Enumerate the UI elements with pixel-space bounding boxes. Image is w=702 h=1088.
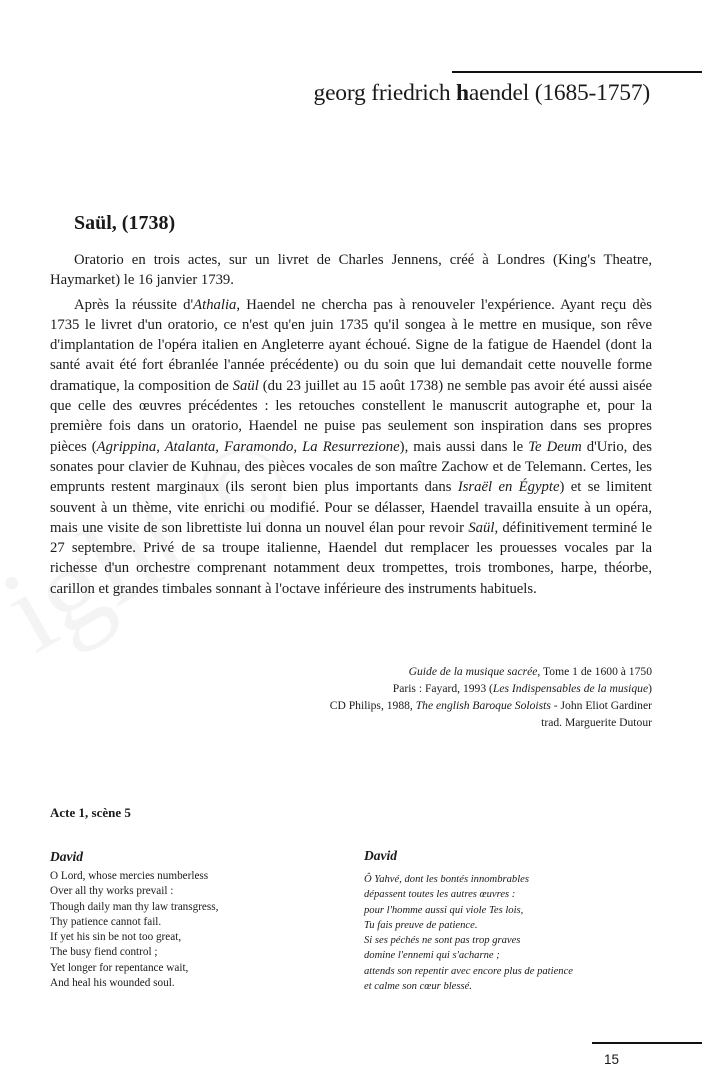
lyric-line: Ô Yahvé, dont les bontés innombrables xyxy=(364,874,529,885)
credit-line-publisher xyxy=(330,680,652,697)
text-span: ), mais aussi dans le xyxy=(399,438,529,455)
header-rule xyxy=(452,71,702,73)
credit-ensemble: The english Baroque Soloists xyxy=(415,699,551,712)
credit-text: Paris : Fayard, 1993 ( xyxy=(392,682,493,695)
text-span: ) et se limitent souvent à un thème, vite enrichi ou modifié. Pour se délasser, Haendel travailla ensuite à un opéra, mais une visite de son librettiste lui donna un nouvel élan pour revoir xyxy=(50,479,652,536)
credit-text: , Tome 1 de 1600 à 1750 xyxy=(537,665,652,678)
source-credits xyxy=(330,663,652,731)
lyric-line: Though daily man thy law transgress, xyxy=(50,900,219,913)
act-scene-heading: Acte 1, scène 5 xyxy=(50,805,131,820)
lyric-line: And heal his wounded soul. xyxy=(50,977,175,990)
composer-header xyxy=(314,80,650,107)
description-text xyxy=(50,250,652,599)
work-reference-israel: Israël en Égypte xyxy=(457,479,560,496)
credit-text: CD Philips, 1988, xyxy=(329,699,416,712)
english-lyric-lines xyxy=(50,869,340,991)
work-reference-te-deum: Te Deum xyxy=(528,438,582,455)
paragraph-intro: Oratorio en trois actes, sur un livret de Charles Jennens, créé à Londres (King's Theatre, Haymarket) le 16 janvier 1739. xyxy=(50,252,652,289)
text-span: (du 23 juillet au 15 août 1738) ne semble pas avoir été aussi aisée que celle des œuvres précédentes : les retouches constellent le manuscrit autographe et, pour la première fois dans un oratorio, Haendel ne puise pas seulement son inspiration dans ses propres pièces ( xyxy=(50,377,652,455)
footer-rule xyxy=(592,1042,702,1044)
lyric-line: Yet longer for repentance wait, xyxy=(50,961,189,974)
lyric-line: attends son repentir avec encore plus de patience xyxy=(364,965,573,977)
work-reference-saul: Saül xyxy=(232,377,259,394)
credit-text: ) xyxy=(648,682,652,695)
lyric-line: Si ses péchés ne sont pas trop graves xyxy=(364,935,521,947)
work-reference-saul: Saül xyxy=(468,519,495,536)
speaker-name: David xyxy=(364,848,397,863)
credit-line-guide xyxy=(330,663,652,680)
text-span: d'Urio, des sonates pour clavier de Kuhnau, des pièces vocales de son maître Zachow et de Telemann. Certes, les emprunts restent marginaux (ils seront bien plus importants dans xyxy=(50,438,653,496)
french-lyrics xyxy=(364,848,664,994)
composer-name-bold-letter: h xyxy=(456,80,469,106)
lyric-line: Thy patience cannot fail. xyxy=(50,915,162,928)
text-span: , définitivement terminé le 27 septembre. Privé de sa troupe italienne, Haendel dut remplacer les prouesses vocales par la richesse d'un orchestre comprenant notamment deux trompettes, trois trombones, harpe, théorbe, carillon et grandes timbales sonnant à l'octave inférieure des instruments habituels. xyxy=(50,519,652,597)
lyric-line: If yet his sin be not too great, xyxy=(50,931,182,944)
work-title: Saül, (1738) xyxy=(74,212,176,234)
credit-text: - John Eliot Gardiner xyxy=(550,699,652,712)
lyric-line: dépassent toutes les autres œuvres : xyxy=(364,889,516,901)
french-lyric-lines xyxy=(364,872,664,994)
lyric-line: pour l'homme aussi qui viole Tes lois, xyxy=(364,904,524,916)
lyric-line: O Lord, whose mercies numberless xyxy=(50,870,209,882)
credit-series: Les Indispensables de la musique xyxy=(492,682,649,695)
speaker-name: David xyxy=(50,849,83,864)
composer-name-part: georg friedrich xyxy=(313,80,457,106)
lyric-line: The busy fiend control ; xyxy=(50,946,158,959)
lyric-line: et calme son cœur blessé. xyxy=(364,981,472,993)
work-reference-list: Agrippina, Atalanta, Faramondo, La Resurrezione xyxy=(96,438,400,455)
credit-line-translator: trad. Marguerite Dutour xyxy=(541,716,652,729)
page-number: 15 xyxy=(604,1052,620,1067)
lyric-line: domine l'ennemi qui s'acharne ; xyxy=(364,950,500,962)
paragraph-history xyxy=(50,295,652,599)
lyric-line: Over all thy works prevail : xyxy=(50,885,174,898)
composer-name-rest: aendel (1685-1757) xyxy=(468,80,650,106)
lyric-line: Tu fais preuve de patience. xyxy=(364,919,478,931)
work-reference-athalia: Athalia xyxy=(193,296,237,313)
text-span: , Haendel ne chercha pas à renouveler l'expérience. Ayant reçu dès 1735 le livret d'un oratorio, ce n'est qu'en juin 1735 qu'il songea à le mettre en musique, son rêve d'implantation de l'opéra italien en Angleterre ayant échoué. Signe de la fatigue de Haendel (dont la santé avait été fort ébranlée l'année précédente) ou du soin que lui demandait cette nouvelle forme dramatique, la composition de xyxy=(50,296,652,394)
credit-title: Guide de la musique sacrée xyxy=(408,665,538,678)
credit-line-cd xyxy=(330,697,652,714)
english-lyrics xyxy=(50,849,340,991)
text-span: Après la réussite d' xyxy=(74,296,194,313)
